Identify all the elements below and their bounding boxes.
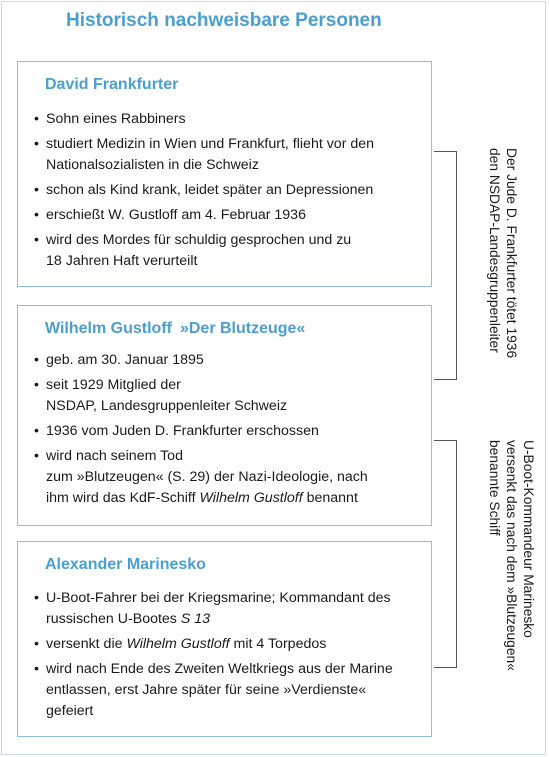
- side-note-line: benannte Schiff: [487, 440, 502, 536]
- fact-line: erschießt W. Gustloff am 4. Februar 1936: [46, 207, 306, 223]
- fact-line: geb. am 30. Januar 1895: [46, 352, 204, 368]
- fact-line: entlassen, erst Jahre später für seine »Verdienste«: [46, 682, 367, 698]
- fact-line: wird des Mordes für schuldig gesprochen und zu: [46, 232, 352, 248]
- person-card-marinesko: [17, 541, 432, 737]
- side-note-line: U-Boot-Kommandeur Marinesko: [521, 440, 536, 638]
- fact-line: versenkt die Wilhelm Gustloff mit 4 Torpedos: [46, 636, 327, 652]
- fact-item: [34, 588, 423, 630]
- fact-line: 18 Jahren Haft verurteilt: [46, 253, 198, 269]
- fact-item: [34, 230, 423, 272]
- side-note-line: Der Jude D. Frankfurter tötet 1936: [504, 148, 519, 359]
- person-subtitle: »Der Blutzeuge«: [179, 320, 306, 337]
- fact-item: [34, 109, 423, 130]
- fact-line: studiert Medizin in Wien und Frankfurt, flieht vor den: [46, 136, 375, 152]
- fact-line: U-Boot-Fahrer bei der Kriegsmarine; Kommandant des: [46, 590, 391, 606]
- side-note-top: [486, 148, 520, 388]
- fact-line: 1936 vom Juden D. Frankfurter erschossen: [46, 423, 319, 439]
- fact-line: NSDAP, Landesgruppenleiter Schweiz: [46, 398, 288, 414]
- side-note-line: versenkt das nach dem »Blutzeugen«: [504, 440, 519, 671]
- person-name: Wilhelm Gustloff: [45, 320, 172, 337]
- card-title: [45, 320, 305, 338]
- fact-list: [34, 588, 423, 726]
- card-title: [45, 76, 178, 94]
- side-note-bottom: [486, 440, 537, 676]
- fact-line: schon als Kind krank, leidet später an Depressionen: [46, 182, 374, 198]
- fact-item: [34, 421, 423, 442]
- person-name: Alexander Marinesko: [45, 556, 206, 573]
- fact-list: [34, 350, 423, 513]
- fact-line: zum »Blutzeugen« (S. 29) der Nazi-Ideologie, nach: [46, 469, 368, 485]
- bracket-connector-bottom: [434, 440, 457, 668]
- fact-item: [34, 634, 423, 655]
- fact-line: Sohn eines Rabbiners: [46, 111, 186, 127]
- fact-line: ihm wird das KdF-Schiff Wilhelm Gustloff benannt: [46, 490, 358, 506]
- fact-item: [34, 205, 423, 226]
- page-title: Historisch nachweisbare Personen: [66, 10, 382, 31]
- fact-item: [34, 180, 423, 201]
- fact-item: [34, 134, 423, 176]
- fact-line: seit 1929 Mitglied der: [46, 377, 181, 393]
- side-note-line: den NSDAP-Landesgruppenleiter: [487, 148, 502, 353]
- bracket-connector-top: [434, 151, 457, 380]
- person-card-gustloff: [17, 305, 432, 526]
- person-card-frankfurter: [17, 61, 432, 287]
- fact-item: [34, 375, 423, 417]
- fact-line: gefeiert: [46, 703, 94, 719]
- fact-line: Nationalsozialisten in die Schweiz: [46, 157, 259, 173]
- person-name: David Frankfurter: [45, 76, 179, 93]
- fact-item: [34, 350, 423, 371]
- fact-line: wird nach Ende des Zweiten Weltkriegs aus der Marine: [46, 661, 393, 677]
- fact-item: [34, 446, 423, 509]
- fact-item: [34, 659, 423, 722]
- fact-list: [34, 109, 423, 276]
- fact-line: wird nach seinem Tod: [46, 448, 183, 464]
- fact-line: russischen U-Bootes S 13: [46, 611, 211, 627]
- card-title: [45, 556, 206, 574]
